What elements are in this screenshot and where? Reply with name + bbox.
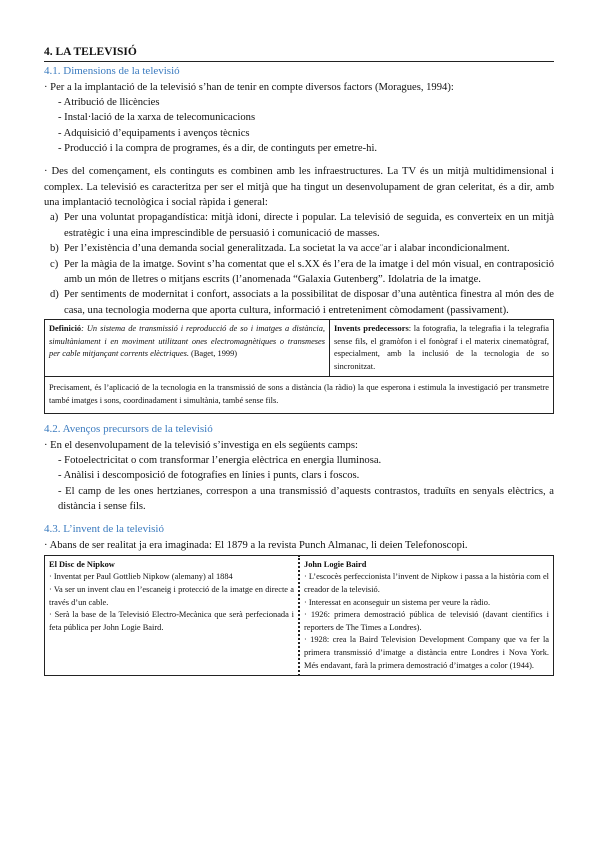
baird-title: John Logie Baird	[304, 559, 367, 569]
list-item: · 1928: crea la Baird Television Development Company que va fer la primera transmissió d’imatge a distància entre Londres i Nova York. Més endavant, farà la primera demostració d’imatges a color (1944).	[304, 635, 549, 670]
definition-citation: (Baget, 1999)	[188, 349, 238, 359]
list-item: - Atribució de llicències	[58, 96, 160, 108]
list-item: · Inventat per Paul Gottlieb Nipkow (alemany) al 1884	[49, 572, 233, 582]
heading-4-3: 4.3. L’invent de la televisió	[44, 523, 164, 536]
list-item: - Instal·lació de la xarxa de telecomunicacions	[58, 112, 256, 124]
paragraph-multidimensional: · Des del començament, els continguts es combinen amb les infraestructures. La TV és un mitjà multidimensional i complex. La televisió es caracteritza per ser el mitjà que ha tingut un desenvolupament de gran celeritat, és a dir, amb una implantació tecnològica i social ràpida i general:	[44, 166, 554, 209]
predecessors-label: Invents predecessors	[334, 324, 409, 333]
intro-4-1: · Per a la implantació de la televisió s’han de tenir en compte diversos factors (Moragues, 1994):	[44, 81, 454, 93]
list-item	[44, 257, 554, 288]
list-item: · 1926: primera demostració pública de televisió (davant científics i reporters de The Times a Londres).	[304, 610, 549, 632]
list-item: · Serà la base de la Televisió Electro-Mecànica que serà perfecionada i feta pública per John Logie Baird.	[49, 610, 294, 632]
heading-4-2: 4.2. Avenços precursors de la televisió	[44, 422, 213, 435]
list-item: · L’escocès perfeccionista l’invent de Nipkow i passa a la història com el creador de la televisió.	[304, 572, 549, 594]
nipkow-title: El Disc de Nipkow	[49, 559, 115, 569]
definition-box	[44, 319, 554, 414]
page	[44, 44, 554, 676]
inventors-box	[44, 555, 554, 676]
definition-cell	[45, 320, 330, 377]
list-item: - Producció i la compra de programes, és a dir, de continguts per emetre-hi.	[58, 143, 378, 155]
reasons-list	[44, 210, 554, 318]
list-marker: b)	[50, 243, 59, 255]
list-text: Per l’existència d’una demanda social generalitzada. La societat la va acce¨ar i alabar incondicionalment.	[64, 243, 510, 255]
intro-4-2: · En el desenvolupament de la televisió s’investiga en els següents camps:	[44, 439, 358, 451]
factors-list	[44, 95, 554, 156]
section-title: 4. LA TELEVISIÓ	[44, 44, 554, 62]
list-item	[44, 210, 554, 241]
predecessors-cell	[330, 320, 554, 377]
list-item: · Interessat en aconseguir un sistema per veure la ràdio.	[304, 597, 491, 607]
definition-label: Definició	[49, 324, 82, 333]
list-item	[44, 287, 554, 318]
list-item: · Va ser un invent clau en l’escaneig i protecció de la imatge en directe a través d’un cable.	[49, 584, 294, 607]
list-marker: c)	[50, 258, 59, 270]
list-item	[44, 241, 554, 256]
definition-text: : Un sistema de transmissió i reproducció de so i imatges a distància, simultàniament i en moviment utilitzant ones electromagnètiques o transmeses per cable mitjançant corrents elèctriques.	[49, 324, 326, 359]
list-item: - El camp de les ones hertzianes, correspon a una transmissió d’aquests contrastos, traduïts en senyals elèctrics, a distància i sense fils.	[58, 485, 554, 513]
list-item: - Fotoelectricitat o com transformar l’energia elèctrica en energia lluminosa.	[58, 454, 382, 466]
intro-4-3: · Abans de ser realitat ja era imaginada: El 1879 a la revista Punch Almanac, li deien Telefonoscopi.	[44, 540, 468, 552]
list-marker: d)	[50, 289, 59, 301]
predecessors-text: : la fotografia, la telegrafia i la telegrafia sense fils, el gramòfon i el fonògraf i el materix cinematògraf, especialment, amb la inclusió de la tecnologia de so sincronitzat.	[334, 324, 549, 371]
fields-list	[44, 453, 554, 514]
list-text: Per sentiments de modernitat i confort, associats a la possibilitat de disposar d’una autèntica finestra al món des de casa, una tecnologia moderna que aporta cultura, informació i entreteniment còmodament (passivament).	[64, 289, 554, 316]
list-text: Per la màgia de la imatge. Sovint s’ha comentat que el s.XX és l’era de la imatge i del món visual, en contraposició amb un món de lletres o mitjans escrits (l’anomenada “Galaxia Gutenberg”. Idolatria de la imatge.	[64, 258, 554, 285]
list-text: Per una voluntat propagandística: mitjà idoni, directe i popular. La televisió de seguida, es converteix en un mitjà estratègic i una eina imprescindible de persuasió i comunicació de masses.	[64, 212, 554, 239]
heading-4-1: 4.1. Dimensions de la televisió	[44, 64, 180, 77]
baird-cell	[299, 555, 554, 675]
radio-note: Precisament, és l’aplicació de la tecnologia en la transmissió de sons a distància (la ràdio) la que esperona i estimula la investigació per transmetre també imatges i sons, coordinadament i simultània, també sense fils.	[45, 377, 554, 413]
list-item: - Adquisició d’equipaments i avenços tècnics	[58, 127, 250, 139]
list-item: - Anàlisi i descomposició de fotografies en línies i punts, clars i foscos.	[58, 470, 360, 482]
nipkow-cell	[45, 555, 300, 675]
list-marker: a)	[50, 212, 59, 224]
